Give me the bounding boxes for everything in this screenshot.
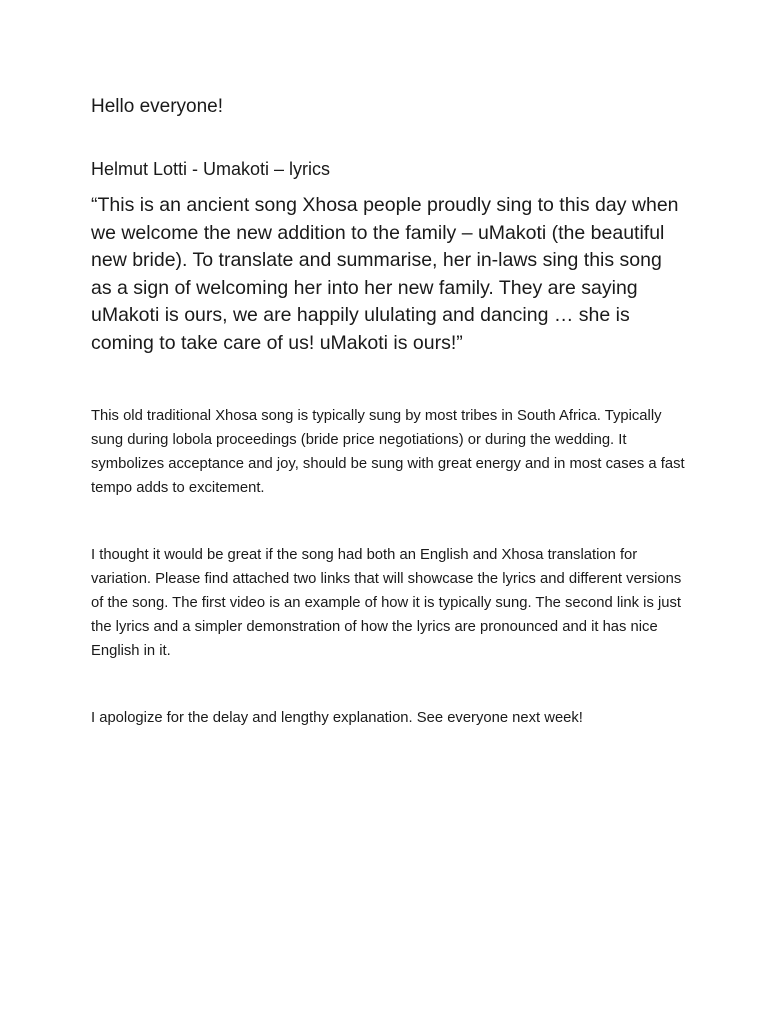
paragraph-song-tradition: This old traditional Xhosa song is typically sung by most tribes in South Africa. Typically sung during lobola proceedings (bride price negotiations) or during the wedding. It symbolizes acceptance and joy, should be sung with great energy and in most cases a fast tempo adds to excitement. (91, 408, 685, 496)
paragraph-translation-links: I thought it would be great if the song had both an English and Xhosa translation for variation. Please find attached two links that will showcase the lyrics and different versions of the song. The first video is an example of how it is typically sung. The second link is just the lyrics and a simpler demonstration of how the lyrics are pronounced and it has nice English in it. (91, 547, 682, 659)
paragraph-closing: I apologize for the delay and lengthy explanation. See everyone next week! (91, 710, 583, 726)
song-title: Helmut Lotti - Umakoti – lyrics (91, 159, 331, 179)
song-description-quote: “This is an ancient song Xhosa people proudly sing to this day when we welcome the new addition to the family – uMakoti (the beautiful new bride). To translate and summarise, her in-laws sing this song as a sign of welcoming her into her new family. They are saying uMakoti is ours, we are happily ululating and dancing … she is coming to take care of us! uMakoti is ours!” (91, 194, 679, 354)
greeting-text: Hello everyone! (91, 96, 224, 117)
